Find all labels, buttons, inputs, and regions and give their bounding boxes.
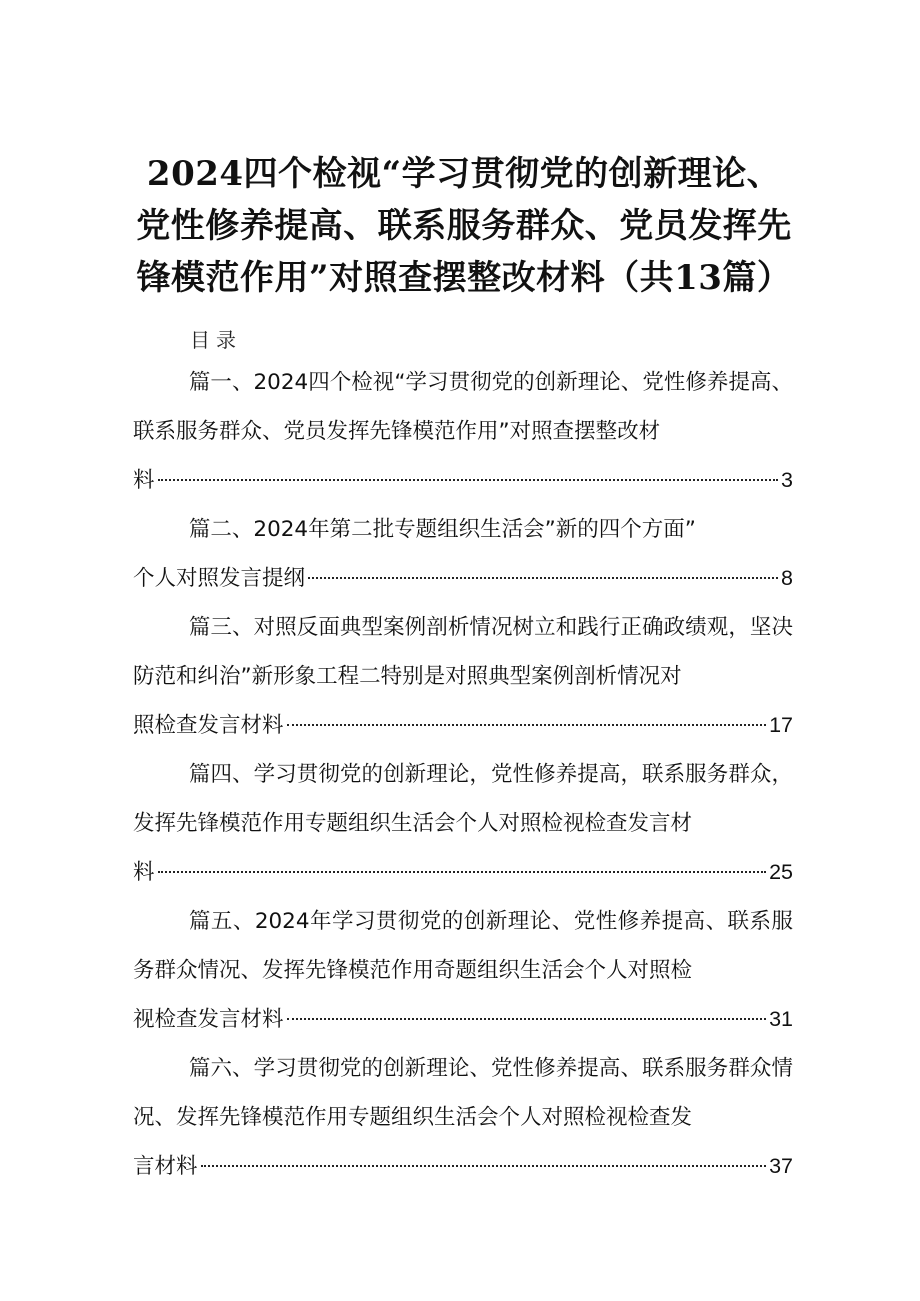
document-title: 2024四个检视“学习贯彻党的创新理论、党性修养提高、联系服务群众、党员发挥先锋模范作用”对照查摆整改材料（共13篇） — [136, 154, 792, 298]
toc-page-number: 31 — [769, 1007, 793, 1031]
toc-entry-tail: 料 — [133, 468, 155, 493]
toc-entry-text: 篇一、2024四个检视“学习贯彻党的创新理论、党性修养提高、联系服务群众、党员发挥先锋模范作用”对照查摆整改材 — [133, 370, 793, 444]
toc-entry-1[interactable] — [133, 358, 793, 505]
toc-entry-4[interactable] — [133, 750, 793, 897]
toc-page-number: 25 — [769, 860, 793, 884]
dot-leader — [308, 577, 778, 579]
dot-leader — [158, 479, 779, 481]
toc-entry-5[interactable] — [133, 897, 793, 1044]
toc-entry-tail: 个人对照发言提纲 — [133, 566, 306, 591]
toc-entry-text: 篇六、学习贯彻党的创新理论、党性修养提高、联系服务群众情况、发挥先锋模范作用专题组织生活会个人对照检视检查发 — [133, 1056, 793, 1130]
dot-leader — [287, 724, 767, 726]
dot-leader — [201, 1165, 767, 1167]
toc-entry-text: 篇三、对照反面典型案例剖析情况树立和践行正确政绩观，坚决防范和纠治”新形象工程二特别是对照典型案例剖析情况对 — [133, 615, 793, 689]
toc-entry-text: 篇四、学习贯彻党的创新理论，党性修养提高，联系服务群众，发挥先锋模范作用专题组织生活会个人对照检视检查发言材 — [133, 762, 793, 836]
toc-entry-last-line — [133, 995, 793, 1044]
toc-entry-last-line — [133, 701, 793, 750]
toc-page-number: 37 — [769, 1154, 793, 1178]
toc-entry-tail: 言材料 — [133, 1154, 198, 1179]
toc-entry-last-line — [133, 554, 793, 603]
toc-page-number: 3 — [781, 468, 793, 492]
toc-page-number: 17 — [769, 713, 793, 737]
toc-entry-tail: 视检查发言材料 — [133, 1007, 284, 1032]
toc-entry-last-line — [133, 848, 793, 897]
toc-entry-text: 篇二、2024年第二批专题组织生活会”新的四个方面” — [188, 517, 696, 542]
toc-entry-2[interactable] — [133, 505, 793, 603]
toc-entry-last-line — [133, 1142, 793, 1191]
toc-entry-3[interactable] — [133, 603, 793, 750]
toc-entry-tail: 料 — [133, 860, 155, 885]
dot-leader — [287, 1018, 767, 1020]
toc-entry-last-line — [133, 456, 793, 505]
dot-leader — [158, 871, 767, 873]
table-of-contents — [133, 358, 793, 1191]
toc-entry-text: 篇五、2024年学习贯彻党的创新理论、党性修养提高、联系服务群众情况、发挥先锋模范作用奇题组织生活会个人对照检 — [133, 909, 793, 983]
toc-heading: 目录 — [190, 328, 242, 352]
toc-page-number: 8 — [781, 566, 793, 590]
toc-entry-6[interactable] — [133, 1044, 793, 1191]
toc-entry-tail: 照检查发言材料 — [133, 713, 284, 738]
